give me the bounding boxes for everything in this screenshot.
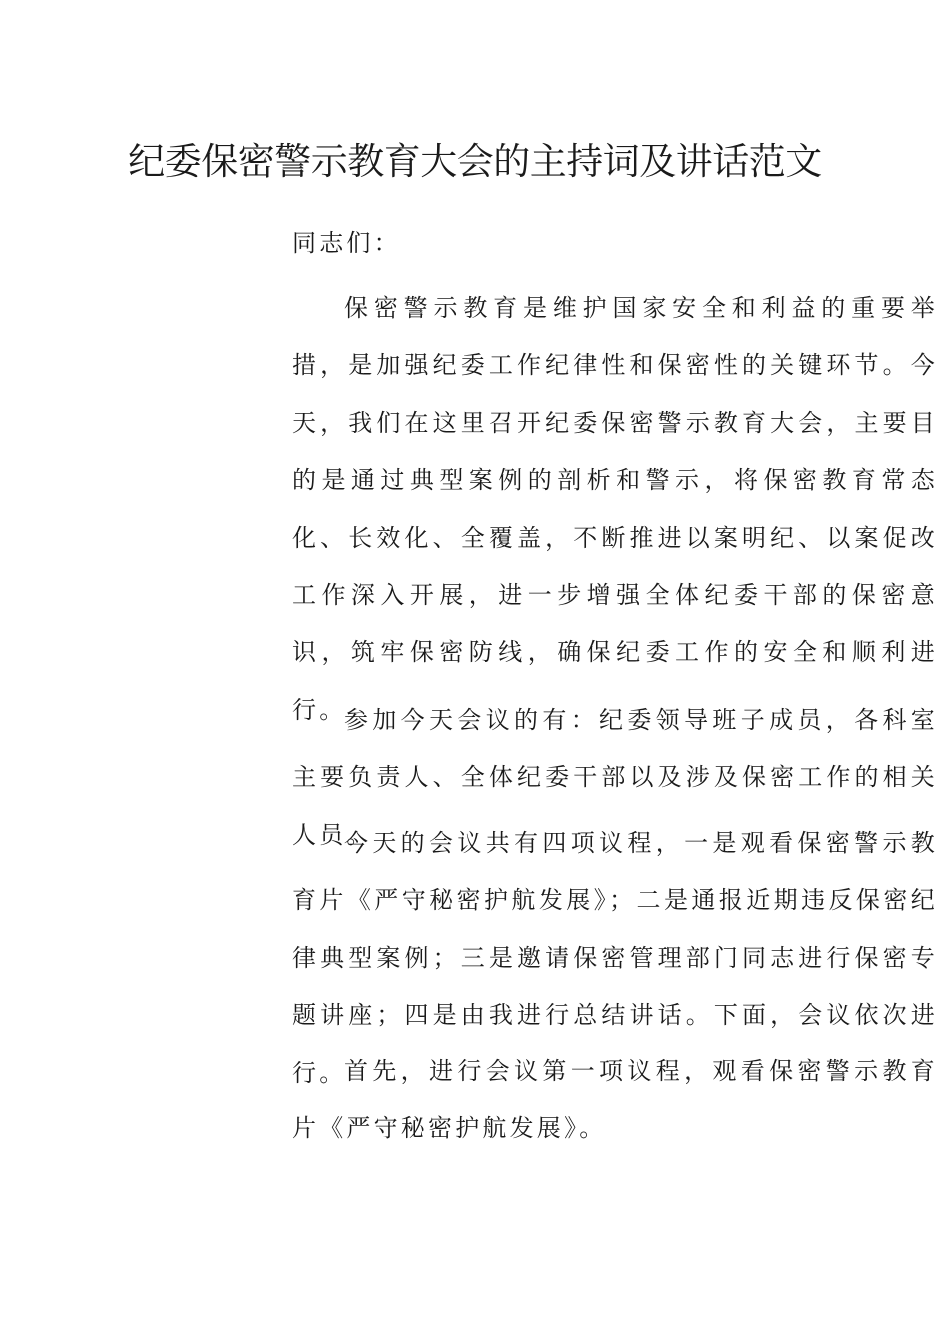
paragraph-agenda: 今天的会议共有四项议程，一是观看保密警示教育片《严守秘密护航发展》；二是通报近期违反保密纪律典型案例；三是邀请保密管理部门同志进行保密专题讲座；四是由我进行总结讲话。下面，会议依次进行。 [292,829,938,1087]
paragraph-first-item: 首先，进行会议第一项议程，观看保密警示教育片《严守秘密护航发展》。 [292,1057,938,1143]
paragraph-attendees: 参加今天会议的有：纪委领导班子成员，各科室主要负责人、全体纪委干部以及涉及保密工作的相关人员。 [292,706,938,849]
document-title: 纪委保密警示教育大会的主持词及讲话范文 [128,140,822,183]
salutation: 同志们： [292,229,401,257]
paragraph-opening: 保密警示教育是维护国家安全和利益的重要举措，是加强纪委工作纪律性和保密性的关键环节。今天，我们在这里召开纪委保密警示教育大会，主要目的是通过典型案例的剖析和警示，将保密教育常态化、长效化、全覆盖，不断推进以案明纪、以案促改工作深入开展，进一步增强全体纪委干部的保密意识，筑牢保密防线，确保纪委工作的安全和顺利进行。 [292,294,938,724]
